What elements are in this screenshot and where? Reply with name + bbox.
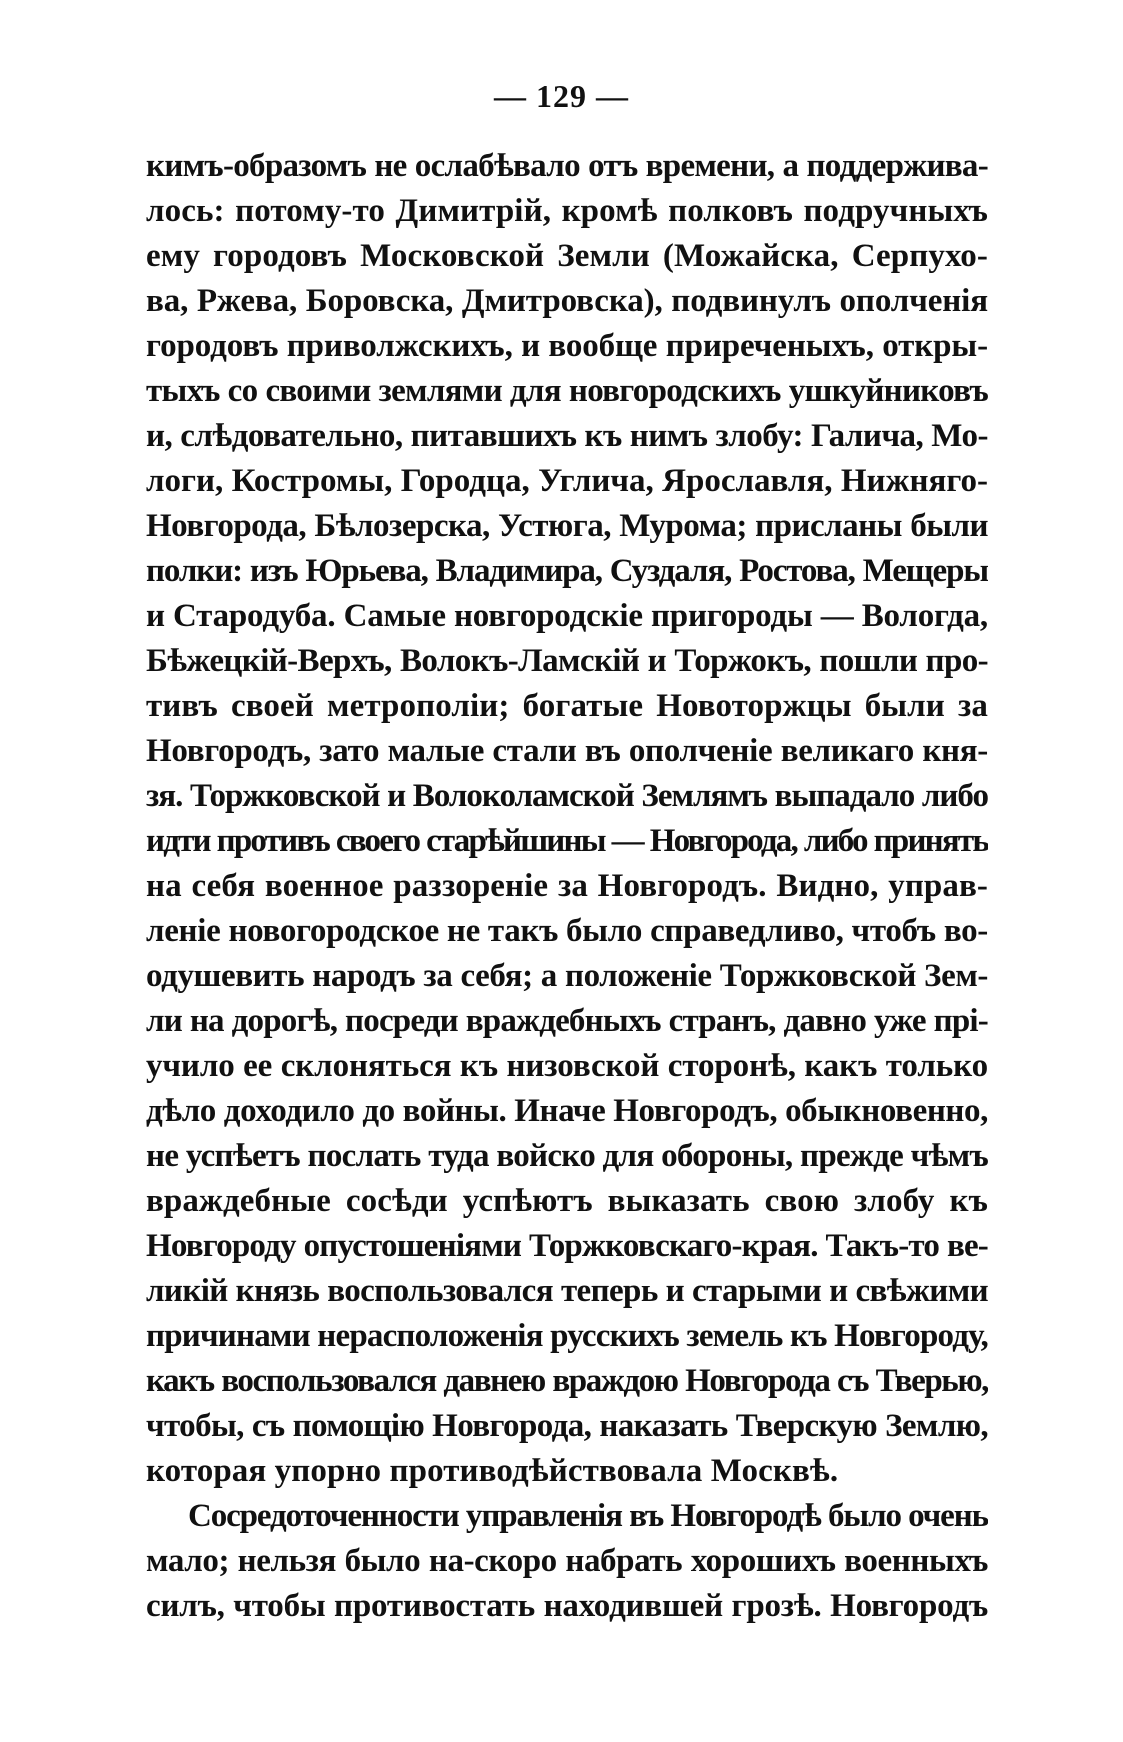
text-line: и Стародуба. Самые новгородскіе пригороды — Вологда, <box>146 598 988 634</box>
text-line: Новгороду опустошеніями Торжковскаго-края. Такъ-то ве- <box>146 1228 988 1264</box>
text-line: зя. Торжковской и Волоколамской Землямъ выпадало либо <box>146 778 988 814</box>
text-line: ему городовъ Московской Земли (Можайска, Серпухо- <box>146 238 988 274</box>
text-line: Сосредоточенности управленія въ Новгородѣ было очень <box>188 1498 988 1534</box>
text-line: тивъ своей метрополіи; богатые Новоторжцы были за <box>146 688 988 724</box>
text-line: какъ воспользовался давнею враждою Новгорода съ Тверью, <box>146 1363 988 1399</box>
text-line: ли на дорогѣ, посреди враждебныхъ странъ, давно уже прі- <box>146 1003 988 1039</box>
page-number: — 129 — <box>494 78 629 114</box>
text-line: учило ее склоняться къ низовской сторонѣ, какъ только <box>146 1048 988 1084</box>
text-line: дѣло доходило до войны. Иначе Новгородъ, обыкновенно, <box>146 1093 988 1129</box>
paragraph-2 <box>146 1494 988 1629</box>
text-line: Бѣжецкій-Верхъ, Волокъ-Ламскій и Торжокъ, пошли про- <box>146 643 988 679</box>
text-line: Новгорода, Бѣлозерска, Устюга, Мурома; присланы были <box>146 508 988 544</box>
text-line: силъ, чтобы противостать находившей грозѣ. Новгородъ <box>146 1588 988 1624</box>
text-line: идти противъ своего старѣйшины — Новгорода, либо принять <box>146 823 988 859</box>
text-line: городовъ приволжскихъ, и вообще приреченыхъ, откры- <box>146 328 988 364</box>
text-line: ликій князь воспользовался теперь и старыми и свѣжими <box>146 1273 988 1309</box>
text-line: лось: потому-то Димитрій, кромѣ полковъ подручныхъ <box>146 193 988 229</box>
text-line: причинами нерасположенія русскихъ земель къ Новгороду, <box>146 1318 988 1354</box>
text-line: на себя военное раззореніе за Новгородъ. Видно, управ- <box>146 868 988 904</box>
text-line: не успѣетъ послать туда войско для обороны, прежде чѣмъ <box>146 1138 988 1174</box>
text-line: мало; нельзя было на-скоро набрать хорошихъ военныхъ <box>146 1543 988 1579</box>
text-line: и, слѣдовательно, питавшихъ къ нимъ злобу: Галича, Мо- <box>146 418 988 454</box>
text-line: кимъ-образомъ не ослабѣвало отъ времени, а поддержива- <box>146 148 988 184</box>
text-line: ва, Ржева, Боровска, Дмитровска), подвинулъ ополченія <box>146 283 988 319</box>
paragraph-1 <box>146 144 988 1494</box>
text-line: чтобы, съ помощію Новгорода, наказать Тверскую Землю, <box>146 1408 988 1444</box>
text-line: тыхъ со своими землями для новгородскихъ ушкуйниковъ <box>146 373 988 409</box>
text-line: логи, Костромы, Городца, Углича, Ярославля, Нижняго- <box>146 463 988 499</box>
text-line: полки: изъ Юрьева, Владимира, Суздаля, Ростова, Мещеры <box>146 553 988 589</box>
text-line: которая упорно противодѣйствовала Москвѣ. <box>146 1453 839 1489</box>
text-line: Новгородъ, зато малые стали въ ополченіе великаго кня- <box>146 733 988 769</box>
text-line: леніе новогородское не такъ было справедливо, чтобъ во- <box>146 913 988 949</box>
text-line: враждебные сосѣди успѣютъ выказать свою злобу къ <box>146 1183 988 1219</box>
text-line: одушевить народъ за себя; а положеніе Торжковской Зем- <box>146 958 988 994</box>
